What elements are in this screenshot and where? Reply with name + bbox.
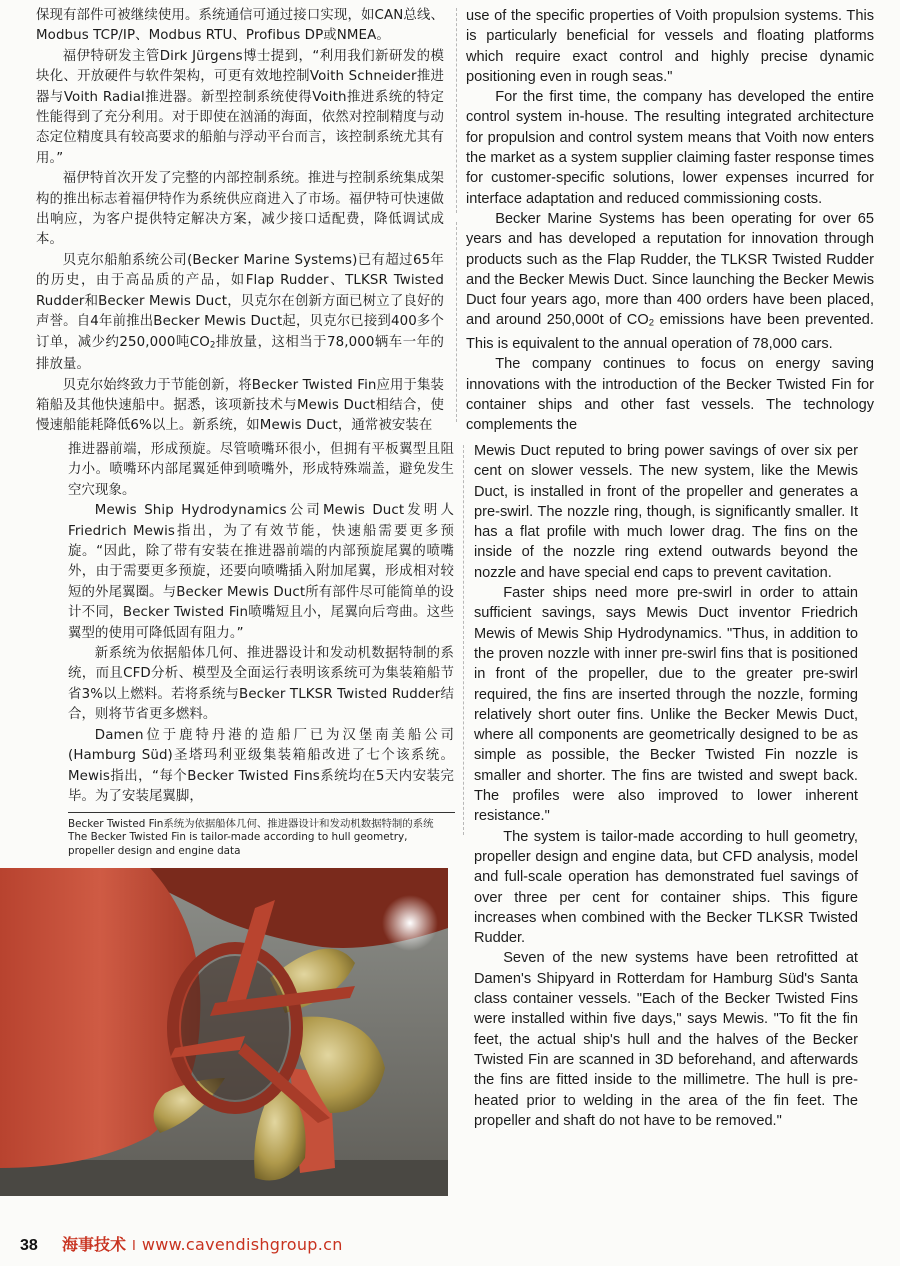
caption-en-line1: The Becker Twisted Fin is tailor-made according to hull geometry, <box>68 831 408 844</box>
en-paragraph: Seven of the new systems have been retrofitted at Damen's Shipyard in Rotterdam for Hamburg Süd's Santa class container vessels. "Each of the Becker Twisted Fins were installed within five days," says Mewis. "To fit the fin feet, the actual ship's hull and the halves of the Becker Twisted Fin are scanned in 3D beforehand, and afterwards the fins are fitted inside to the millimetre. The hull is pre-heated prior to welding in the area of the fin feet. The propeller and shaft do not have to be removed." <box>474 950 858 1129</box>
zh-paragraph: 推进器前端，形成预旋。尽管喷嘴环很小，但拥有平板翼型且阻力小。喷嘴环内部尾翼延伸到喷嘴外，形成特殊端盖，避免发生空穴现象。 <box>68 442 454 498</box>
en-paragraph: Mewis Duct reputed to bring power savings of over six per cent on slower vessels. The new system, like the Mewis Duct, is installed in front of the propeller and generates a pre-swirl. The nozzle ring, though, is significantly smaller. It has a flat profile with much lower drag. The fins on the inside of the nozzle ring extend outwards beyond the nozzle and have special end caps to prevent cavitation. <box>474 443 858 581</box>
zh-paragraph: 贝克尔始终致力于节能创新，将Becker Twisted Fin应用于集装箱船及其他快速船中。据悉，该项新技术与Mewis Duct相结合，使慢速船能耗降低6%以上。新系统，如Mewis Duct，通常被安装在 <box>36 377 444 434</box>
en-paragraph: The system is tailor-made according to hull geometry, propeller design and engine data, but CFD analysis, model and full-scale operation has demonstrated fuel savings of over three per cent for container ships. This figure increases when combined with the Becker TLKSR Twisted Rudder. <box>474 828 858 947</box>
zh-paragraph: Damen位于鹿特丹港的造船厂已为汉堡南美船公司(Hamburg Süd)圣塔玛利亚级集装箱船改进了七个该系统。Mewis指出，“每个Becker Twisted Fins系统均在5天内安装完毕。为了安装尾翼脚， <box>68 727 454 804</box>
propeller-photo <box>0 868 448 1196</box>
en-paragraph: use of the specific properties of Voith propulsion systems. This is particularly beneficial for vessels and floating platforms which require exact control and highly precise dynamic positioning even in rough seas." <box>466 8 874 85</box>
zh-paragraph: Mewis Ship Hydrodynamics公司Mewis Duct发明人Friedrich Mewis指出，为了有效节能，快速船需要更多预旋。“因此，除了带有安装在推进器前端的内部预旋尾翼的喷嘴外，由于需要更多预旋，还要向喷嘴插入附加尾翼，形成相对较短的外尾翼圈。与Becker Mewis Duct所有部件尽可能简单的设计不同，Becker Twisted Fin喷嘴短且小，尾翼向后弯曲。这些翼型的使用可降低固有阻力。” <box>68 503 454 641</box>
column-divider <box>456 8 457 213</box>
english-column-top <box>466 6 874 436</box>
page-number: 38 <box>20 1237 38 1254</box>
zh-paragraph: 福伊特首次开发了完整的内部控制系统。推进与控制系统集成架构的推出标志着福伊特作为系统供应商进入了市场。福伊特可快速做出响应，为客户提供特定解决方案，减少接口适配费，降低调试成本。 <box>36 171 444 248</box>
column-divider <box>456 222 457 422</box>
subscript: 2 <box>209 339 216 350</box>
chinese-column-bottom <box>68 440 454 807</box>
en-text: Becker Marine Systems has been operating for over 65 years and has developed a reputation for innovation through products such as the Flap Rudder, the TLKSR Twisted Rudder and the Becker Mewis Duct. Since launching the Becker Mewis Duct four years ago, more than 400 orders have been placed, and around 250,000t of CO <box>466 210 875 329</box>
zh-paragraph: 保现有部件可被继续使用。系统通信可通过接口实现，如CAN总线、Modbus TCP/IP、Modbus RTU、Profibus DP或NMEA。 <box>36 8 444 44</box>
subscript: 2 <box>648 317 654 329</box>
caption-zh: Becker Twisted Fin系统为依据船体几何、推进器设计和发动机数据特制的系统 <box>68 818 434 830</box>
dock-light <box>382 895 438 951</box>
en-paragraph: Faster ships need more pre-swirl in order to attain sufficient savings, says Mewis Duct inventor Friedrich Mewis of Mewis Ship Hydrodynamics. "Thus, in addition to the proven nozzle with inner pre-swirl fins that is positioned in front of the propeller, due to the greater pre-swirl required, the fins are inserted through the nozzle, forming relatively short outer fins. Unlike the Becker Mewis Duct, where all components are geometrically designed to be as simple as possible, the Becker Twisted Fin nozzle is smaller and shorter. The fins are twisted and swept back. The profiles were also improved to lower inherent resistance." <box>474 585 858 825</box>
magazine-name: 海事技术 <box>62 1235 127 1254</box>
en-text: emissions have been prevented. This is equivalent to the annual operation of 78,000 cars. <box>466 312 874 353</box>
zh-text: 贝克尔船舶系统公司(Becker Marine Systems)已有超过65年的历史，由于高品质的产品，如Flap Rudder、TLKSR Twisted Rudder和Becker Mewis Duct，贝克尔在创新方面已树立了良好的声誉。自4年前推出Becker Mewis Duct起，贝克尔已接到400多个订单，减少约250,000吨CO <box>36 252 444 350</box>
en-paragraph <box>466 209 874 355</box>
en-paragraph: The company continues to focus on energy saving innovations with the introduction of the Becker Twisted Fin for container ships and other fast vessels. The technology complements the <box>466 356 874 434</box>
page-footer <box>20 1232 343 1258</box>
website-link[interactable]: www.cavendishgroup.cn <box>141 1235 343 1254</box>
caption-rule <box>68 812 455 813</box>
zh-paragraph: 福伊特研发主管Dirk Jürgens博士提到，“利用我们新研发的模块化、开放硬件与软件架构，可更有效地控制Voith Schneider推进器与Voith Radial推进器。新型控制系统使得Voith推进系统的特定性能得到了充分利用。对于即使在汹涌的海面，依然对控制精度与动态定位精度具有较高要求的船舶与浮动平台而言，该控制系统尤其有用。” <box>36 48 444 166</box>
zh-text: 排放量，这相当于78,000辆车一年的排放量。 <box>36 334 444 373</box>
column-divider <box>463 445 464 835</box>
footer-separator: I <box>132 1239 136 1254</box>
en-paragraph: For the first time, the company has developed the entire control system in-house. The resulting integrated architecture for propulsion and control system means that Voith now enters the market as a system supplier claiming faster response times for customer-specific solutions, lower expenses incurred for interface adaptation and reduced commissioning costs. <box>466 89 874 207</box>
chinese-column-top <box>36 6 444 437</box>
caption-en-line2: propeller design and engine data <box>68 844 241 857</box>
dock-floor <box>0 1160 448 1196</box>
english-column-bottom <box>474 441 858 1131</box>
zh-paragraph: 新系统为依据船体几何、推进器设计和发动机数据特制的系统，而且CFD分析、模型及全面运行表明该系统可为集装箱船节省3%以上燃料。若将系统与Becker TLKSR Twisted Rudder结合，则将节省更多燃料。 <box>68 646 454 723</box>
zh-paragraph <box>36 251 444 376</box>
photo-caption <box>68 818 460 858</box>
